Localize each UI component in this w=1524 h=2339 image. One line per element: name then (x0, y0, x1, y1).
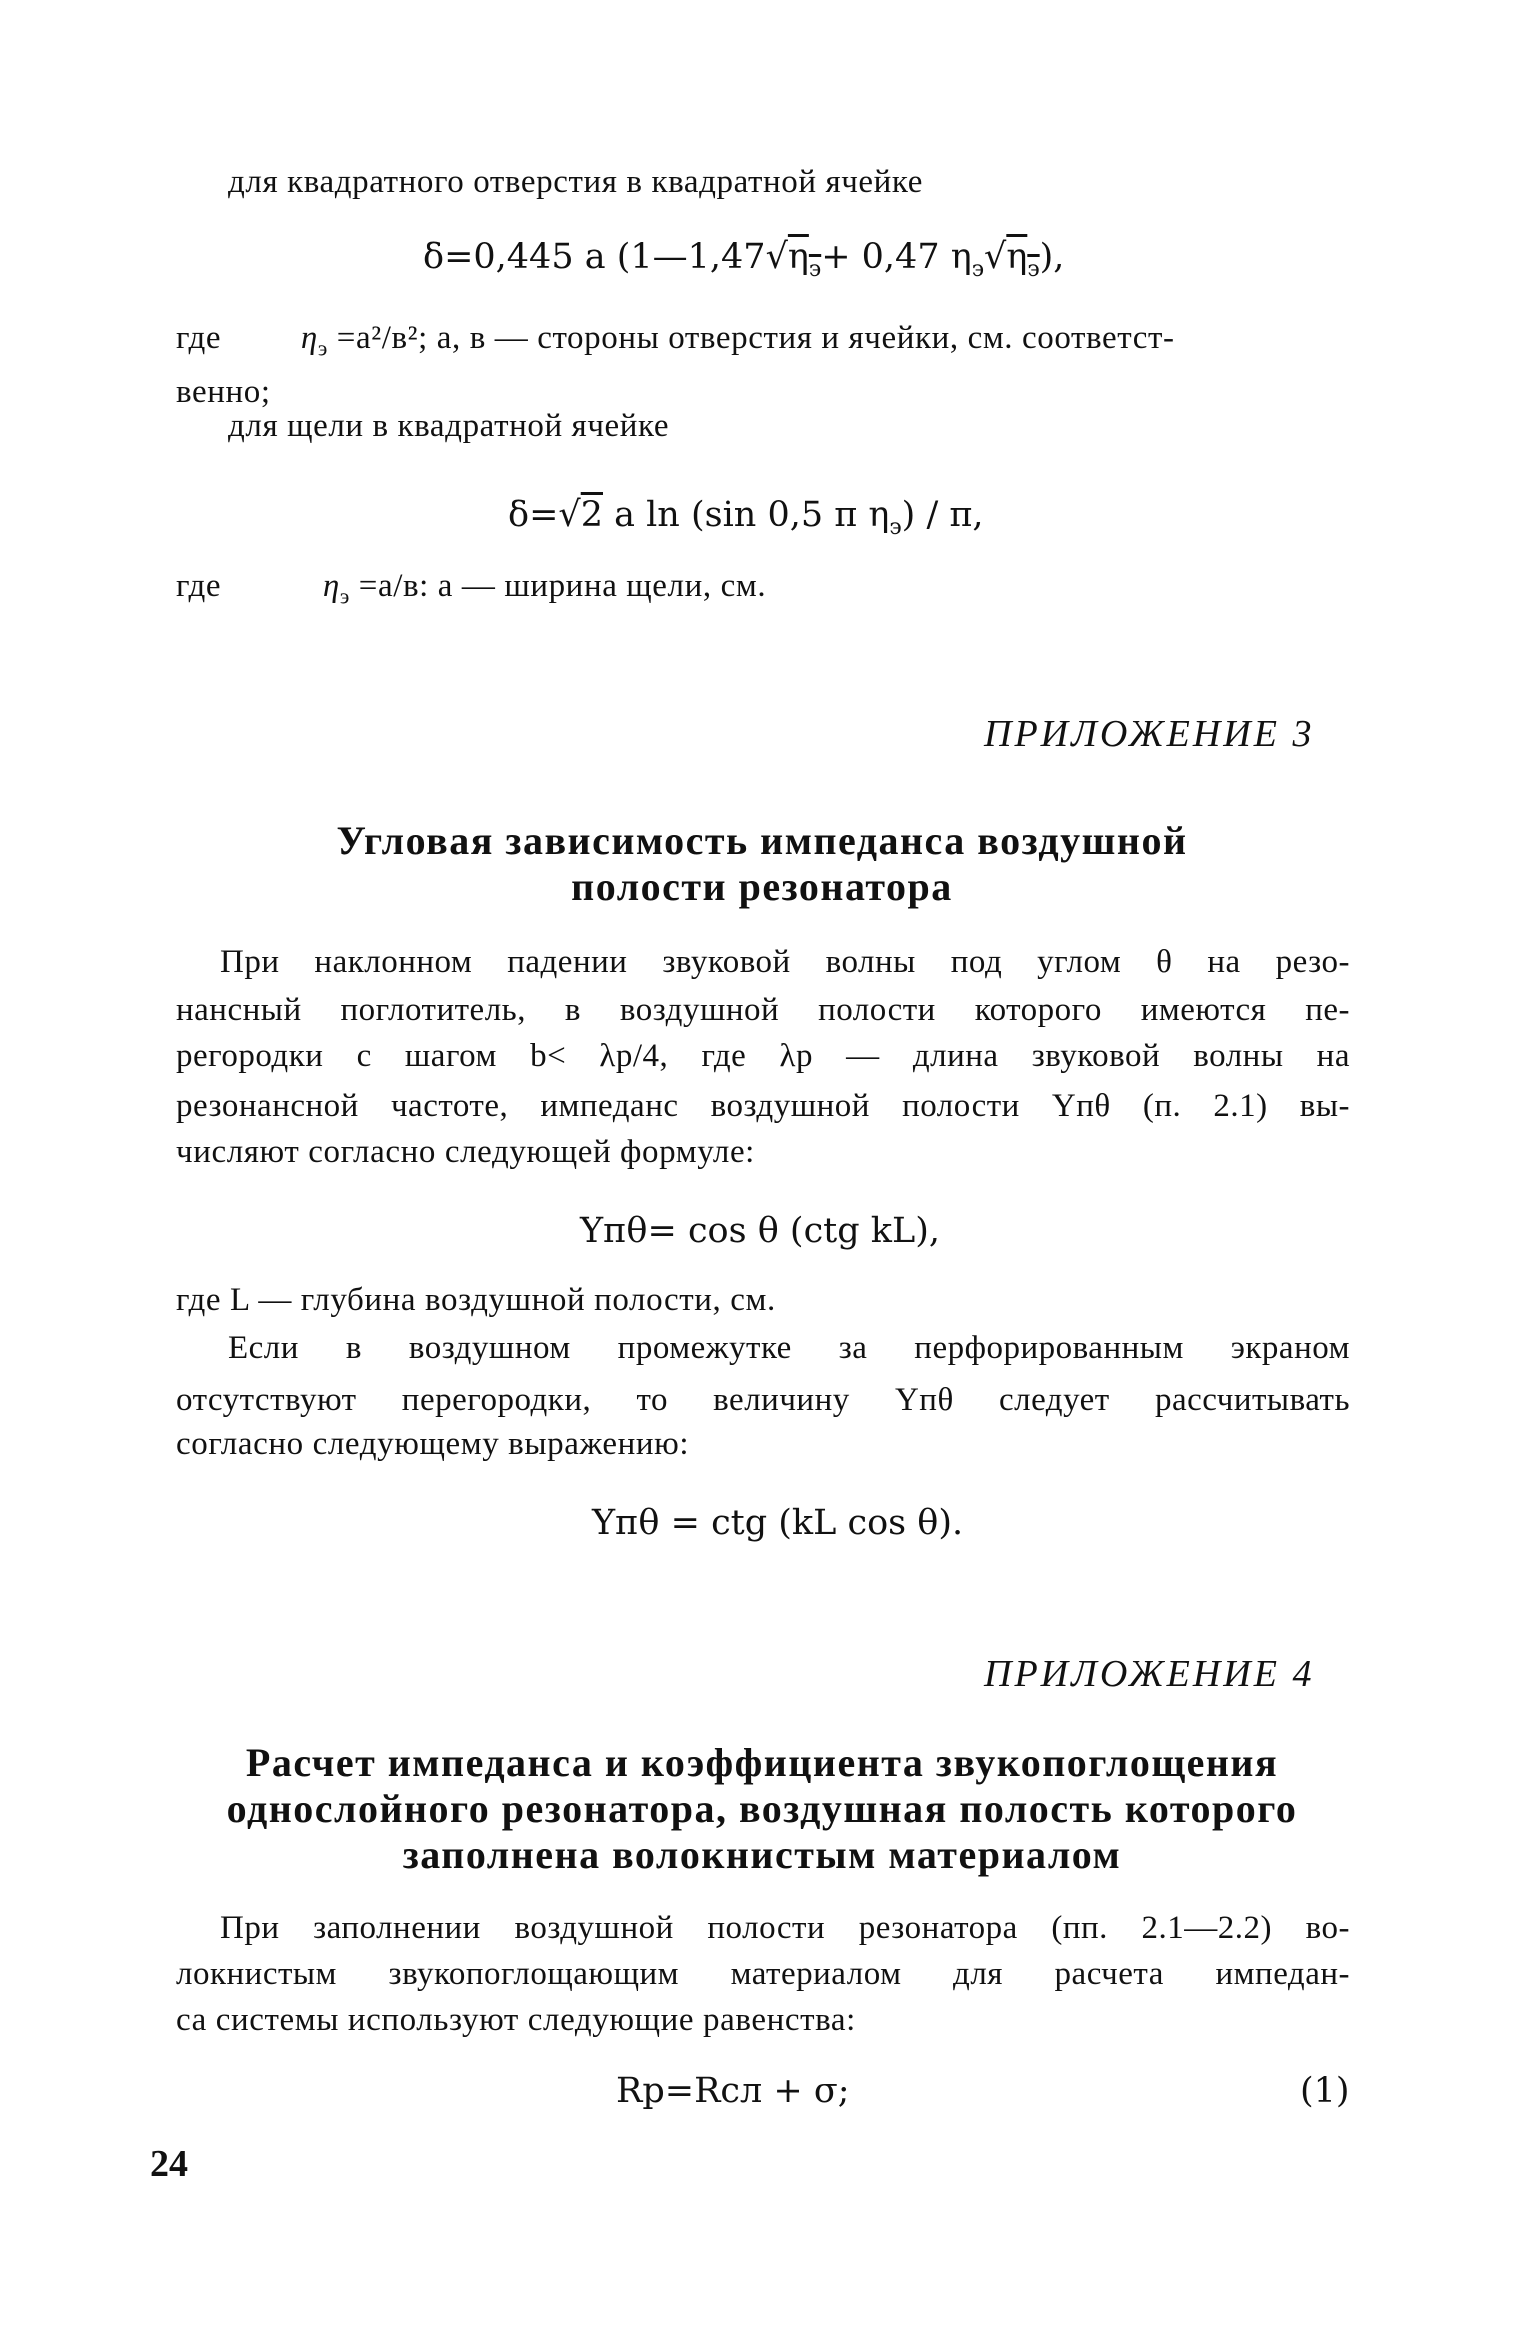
formula-delta-square-mid: + 0,47 η (821, 237, 972, 277)
eta-subscript: э (971, 257, 985, 282)
eta-symbol: η (322, 568, 340, 604)
equation-number: (1) (1300, 2071, 1350, 2111)
intro-line-square-hole: для квадратного отверстия в квадратной ячейке (228, 164, 923, 200)
eta-symbol: η (1006, 237, 1028, 277)
definition-square-continuation: венно; (176, 374, 271, 410)
where-label: где (176, 568, 222, 604)
formula-delta-square-root2 (1006, 237, 1040, 282)
appendix-3-para-1-line-3: регородки с шагом b< λp/4, где λp — длина звуковой волны на (176, 1038, 1350, 1074)
formula-delta-square-root1 (787, 237, 822, 282)
formula-delta-slot-rest: a ln (sin 0,5 π η (603, 495, 890, 535)
eta-subscript: э (808, 257, 822, 282)
appendix-4-label: ПРИЛОЖЕНИЕ 4 (984, 1653, 1315, 1695)
appendix-4-para-line-1: При заполнении воздушной полости резонатора (пп. 2.1—2.2) во- (220, 1910, 1350, 1946)
formula-delta-slot (508, 495, 984, 540)
page-number: 24 (150, 2143, 188, 2185)
formula-r-p: Rp=Rсл + σ; (616, 2071, 850, 2111)
formula-y-theta-ctg: Yпθ= cos θ (ctg kL), (580, 1211, 940, 1251)
eta-subscript: э (339, 583, 350, 609)
appendix-4-title-line-1: Расчет импеданса и коэффициента звукопоглощения (245, 1740, 1279, 1785)
appendix-3-title-line-2: полости резонатора (571, 864, 953, 909)
appendix-3-para-1-line-1: При наклонном падении звуковой волны под углом θ на резо- (220, 944, 1350, 980)
formula-y-theta-cos: Yпθ = ctg (kL cos θ). (592, 1503, 964, 1543)
formula-delta-square (423, 237, 1065, 282)
eta-subscript: э (1027, 257, 1040, 282)
appendix-3-label: ПРИЛОЖЕНИЕ 3 (984, 713, 1315, 755)
where-label: где (176, 320, 222, 356)
sqrt-sign: √ (765, 237, 788, 277)
eta-symbol: η (787, 237, 809, 277)
eta-subscript: э (317, 335, 328, 361)
formula-delta-slot-lead: δ= (508, 495, 559, 535)
appendix-4-para-line-2: локнистым звукопоглощающим материалом для расчета импедан- (176, 1956, 1350, 1992)
eta-symbol: η (300, 320, 318, 356)
appendix-3-para-2-line-2: отсутствуют перегородки, то величину Yпθ следует рассчитывать (176, 1382, 1350, 1418)
formula-delta-slot-root: 2 (580, 495, 603, 535)
definition-slot-text: =a/в: a — ширина щели, см. (349, 568, 767, 604)
definition-slot (176, 570, 766, 608)
appendix-4-para-line-3: са системы используют следующие равенства: (176, 2002, 856, 2038)
intro-line-slot: для щели в квадратной ячейке (228, 408, 670, 444)
appendix-4-title-line-3: заполнена волокнистым материалом (402, 1832, 1122, 1877)
appendix-3-para-2-line-1: Если в воздушном промежутке за перфорированным экраном (228, 1330, 1350, 1366)
appendix-3-where-line: где L — глубина воздушной полости, см. (176, 1282, 776, 1318)
formula-delta-square-tail: ), (1039, 237, 1065, 277)
appendix-3-para-1-line-2: нансный поглотитель, в воздушной полости которого имеются пе- (176, 992, 1350, 1028)
eta-subscript: э (889, 515, 902, 540)
formula-delta-square-lead: δ=0,445 a (1—1,47 (423, 237, 766, 277)
definition-square (176, 322, 1175, 360)
appendix-3-title-line-1: Угловая зависимость импеданса воздушной (336, 818, 1188, 863)
sqrt-sign: √ (984, 237, 1007, 277)
appendix-4-title-line-2: однослойного резонатора, воздушная полость которого (226, 1786, 1298, 1831)
appendix-3-para-2-line-3: согласно следующему выражению: (176, 1426, 690, 1462)
sqrt-sign: √ (558, 495, 581, 535)
appendix-3-para-1-line-5: числяют согласно следующей формуле: (176, 1134, 755, 1170)
formula-delta-slot-tail: ) / π, (901, 495, 984, 535)
definition-square-text: =a²/в²; a, в — стороны отверстия и ячейки, см. соответст- (336, 320, 1175, 356)
appendix-3-para-1-line-4: резонансной частоте, импеданс воздушной полости Yпθ (п. 2.1) вы- (176, 1088, 1350, 1124)
